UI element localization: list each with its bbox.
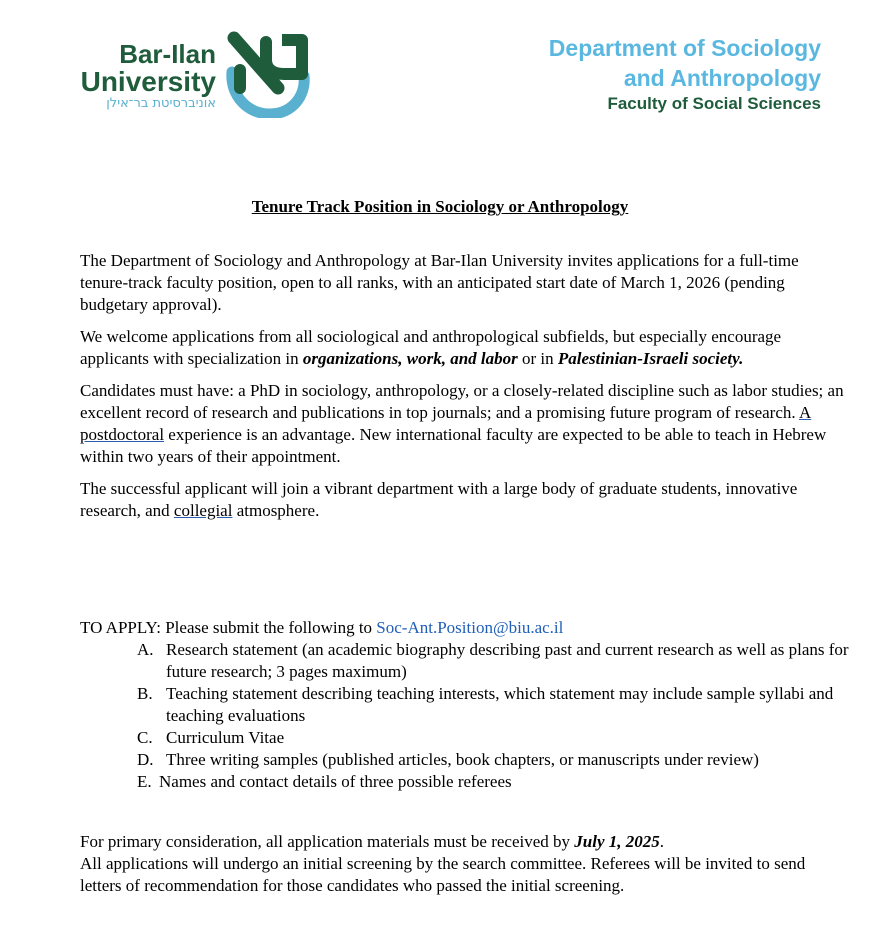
requirements-paragraph <box>80 380 845 468</box>
university-logo <box>80 30 316 120</box>
subfields-text-1: We welcome applications from all sociological and anthropological subfields, but especially encourage applicants with specialization in <box>80 327 782 368</box>
list-marker: A. <box>137 640 154 659</box>
list-item <box>80 639 850 683</box>
department-header <box>549 33 821 115</box>
requirements-text-1: Candidates must have: a PhD in sociology, anthropology, or a closely-related discipline such as labor studies; an excellent record of research and publications in top journals; and a promising future program of research. <box>80 381 844 422</box>
department-name-line2: and Anthropology <box>623 65 821 91</box>
university-name-line2: University <box>80 66 216 97</box>
list-item-text: Three writing samples (published articles, book chapters, or manuscripts under review) <box>166 750 759 769</box>
department-text-2: atmosphere. <box>232 501 320 520</box>
apply-intro <box>80 617 850 639</box>
subfield-organizations: organizations, work, and labor <box>302 349 518 368</box>
list-item <box>80 727 850 749</box>
list-marker: D. <box>137 750 154 769</box>
list-marker: E. <box>137 772 152 791</box>
page-title: Tenure Track Position in Sociology or Anthropology <box>251 197 629 216</box>
application-materials-list <box>80 639 850 793</box>
deadline-text-1: For primary consideration, all application materials must be received by <box>80 832 575 851</box>
apply-section <box>80 617 850 793</box>
department-paragraph <box>80 478 845 522</box>
subfield-palestinian-israeli: Palestinian-Israeli society. <box>557 349 744 368</box>
job-description <box>80 250 845 532</box>
requirements-text-2: experience is an advantage. New international faculty are expected to be able to teach in Hebrew within two years of their appointment. <box>80 425 827 466</box>
university-emblem-icon <box>226 30 310 118</box>
list-item <box>80 749 850 771</box>
university-name-line1: Bar-Ilan <box>119 39 216 69</box>
deadline-text-2: . <box>659 832 664 851</box>
list-item-text: Teaching statement describing teaching interests, which statement may include sample syllabi and teaching evaluations <box>166 684 834 725</box>
closing-section <box>80 831 850 897</box>
department-text-1: The successful applicant will join a vibrant department with a large body of graduate students, innovative research, and <box>80 479 798 520</box>
faculty-name: Faculty of Social Sciences <box>607 94 821 113</box>
intro-paragraph: The Department of Sociology and Anthropology at Bar-Ilan University invites applications for a full-time tenure-track faculty position, open to all ranks, with an anticipated start date of March 1, 2026 (pending budgetary approval). <box>80 251 799 314</box>
list-item <box>80 683 850 727</box>
apply-intro-text: TO APPLY: Please submit the following to <box>80 618 377 637</box>
list-item-text: Names and contact details of three possible referees <box>159 772 512 791</box>
department-name-line1: Department of Sociology <box>548 35 821 61</box>
deadline-line <box>80 831 850 853</box>
list-item-text: Curriculum Vitae <box>166 728 285 747</box>
list-marker: C. <box>137 728 153 747</box>
list-marker: B. <box>137 684 153 703</box>
subfields-paragraph <box>80 326 845 370</box>
deadline-date: July 1, 2025 <box>574 832 660 851</box>
university-name-hebrew: אוניברסיטת בר־אילן <box>106 96 216 111</box>
list-item-text: Research statement (an academic biography describing past and current research as well as plans for future research; 3 pages maximum) <box>166 640 849 681</box>
collegial-link[interactable]: collegial <box>173 501 233 520</box>
screening-note: All applications will undergo an initial screening by the search committee. Referees will be invited to send letters of recommendation for those candidates who passed the initial screening. <box>80 854 806 895</box>
postdoctoral-link[interactable]: A postdoctoral <box>80 403 812 444</box>
list-item <box>80 771 850 793</box>
application-email-link[interactable]: Soc-Ant.Position@biu.ac.il <box>376 618 564 637</box>
university-name <box>80 40 216 96</box>
subfields-text-2: or in <box>517 349 558 368</box>
